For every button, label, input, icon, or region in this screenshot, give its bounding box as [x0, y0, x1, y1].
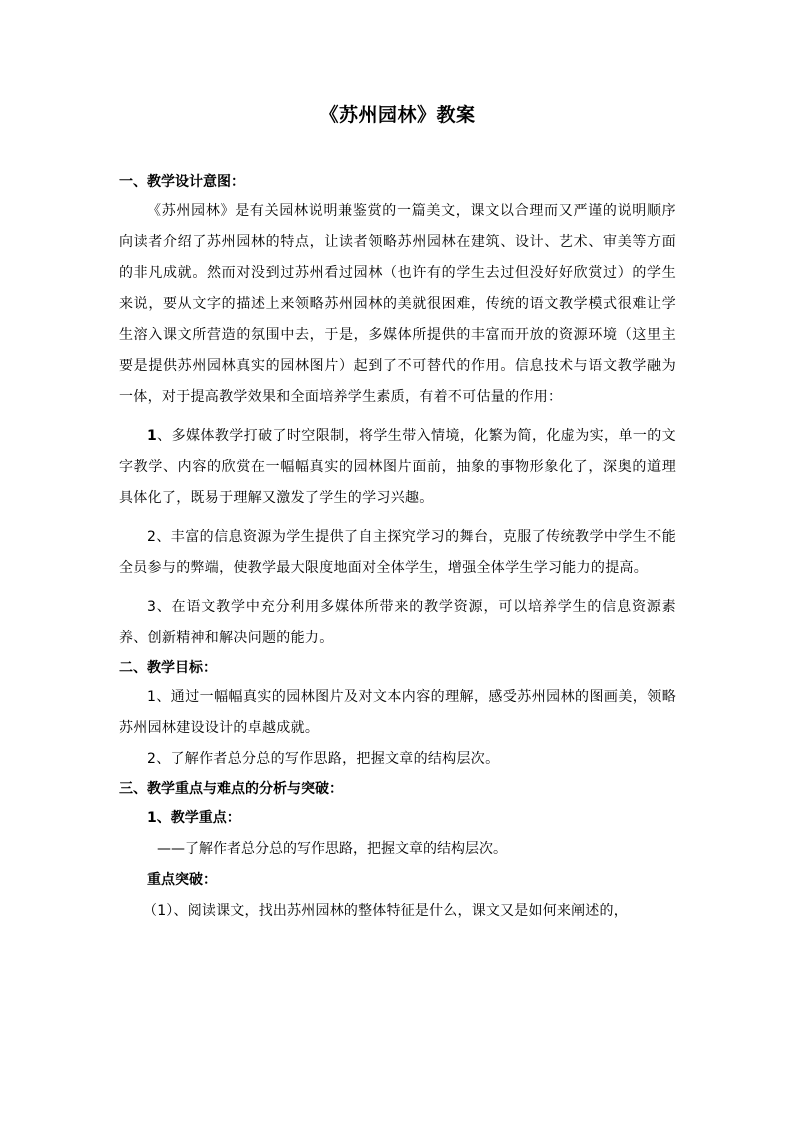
subheading-breakthrough: 重点突破： [147, 872, 217, 888]
paragraph-intro: 《苏州园林》是有关园林说明兼鉴赏的一篇美文，课文以合理而又严谨的说明顺序向读者介绍了苏州园林的特点，让读者领略苏州园林在建筑、设计、艺术、审美等方面的非凡成就。然而对没到过苏州看过园林（也许有的学生去过但没好好欣赏过）的学生来说，要从文字的描述上来领略苏州园林的美就很困难，传统的语文教学模式很难让学生溶入课文所营造的氛围中去，于是，多媒体所提供的丰富而开放的资源环境（这里主要是提供苏州园林真实的园林图片）起到了不可替代的作用。信息技术与语文教学融为一体，对于提高教学效果和全面培养学生素质，有着不可估量的作用： [119, 203, 676, 405]
subheading-teaching-key: 1、教学重点： [147, 810, 241, 826]
paragraph-point-3: 3、在语文教学中充分利用多媒体所带来的教学资源，可以培养学生的信息资源素养、创新精神和解决问题的能力。 [119, 599, 676, 646]
paragraph-goal-1: 1、通过一幅幅真实的园林图片及对文本内容的理解，感受苏州园林的图画美，领略苏州园林建设设计的卓越成就。 [119, 689, 676, 736]
section-heading-key-points: 三、教学重点与难点的分析与突破： [119, 781, 343, 797]
point-1-number: 1 [147, 428, 158, 444]
point-1-text: 、多媒体教学打破了时空限制，将学生带入情境，化繁为简，化虚为实，单一的文字教学、内容的欣赏在一幅幅真实的园林图片面前，抽象的事物形象化了，深奥的道理具体化了，既易于理解又激发了学生的学习兴趣。 [119, 428, 676, 506]
section-heading-design-intent: 一、教学设计意图： [119, 174, 245, 190]
document-title: 《苏州园林》教案 [319, 104, 476, 126]
section-heading-teaching-goals: 二、教学目标： [119, 660, 217, 676]
paragraph-step-1: （1）、阅读课文，找出苏州园林的整体特征是什么，课文又是如何来阐述的， [143, 903, 628, 919]
paragraph-key-text: ——了解作者总分总的写作思路，把握文章的结构层次。 [157, 841, 507, 857]
paragraph-point-2: 2、丰富的信息资源为学生提供了自主探究学习的舞台，克服了传统教学中学生不能全员参与的弊端，使教学最大限度地面对全体学生，增强全体学生学习能力的提高。 [119, 529, 676, 576]
paragraph-point-1 [119, 421, 676, 514]
paragraph-goal-2: 2、了解作者总分总的写作思路，把握文章的结构层次。 [147, 751, 500, 767]
